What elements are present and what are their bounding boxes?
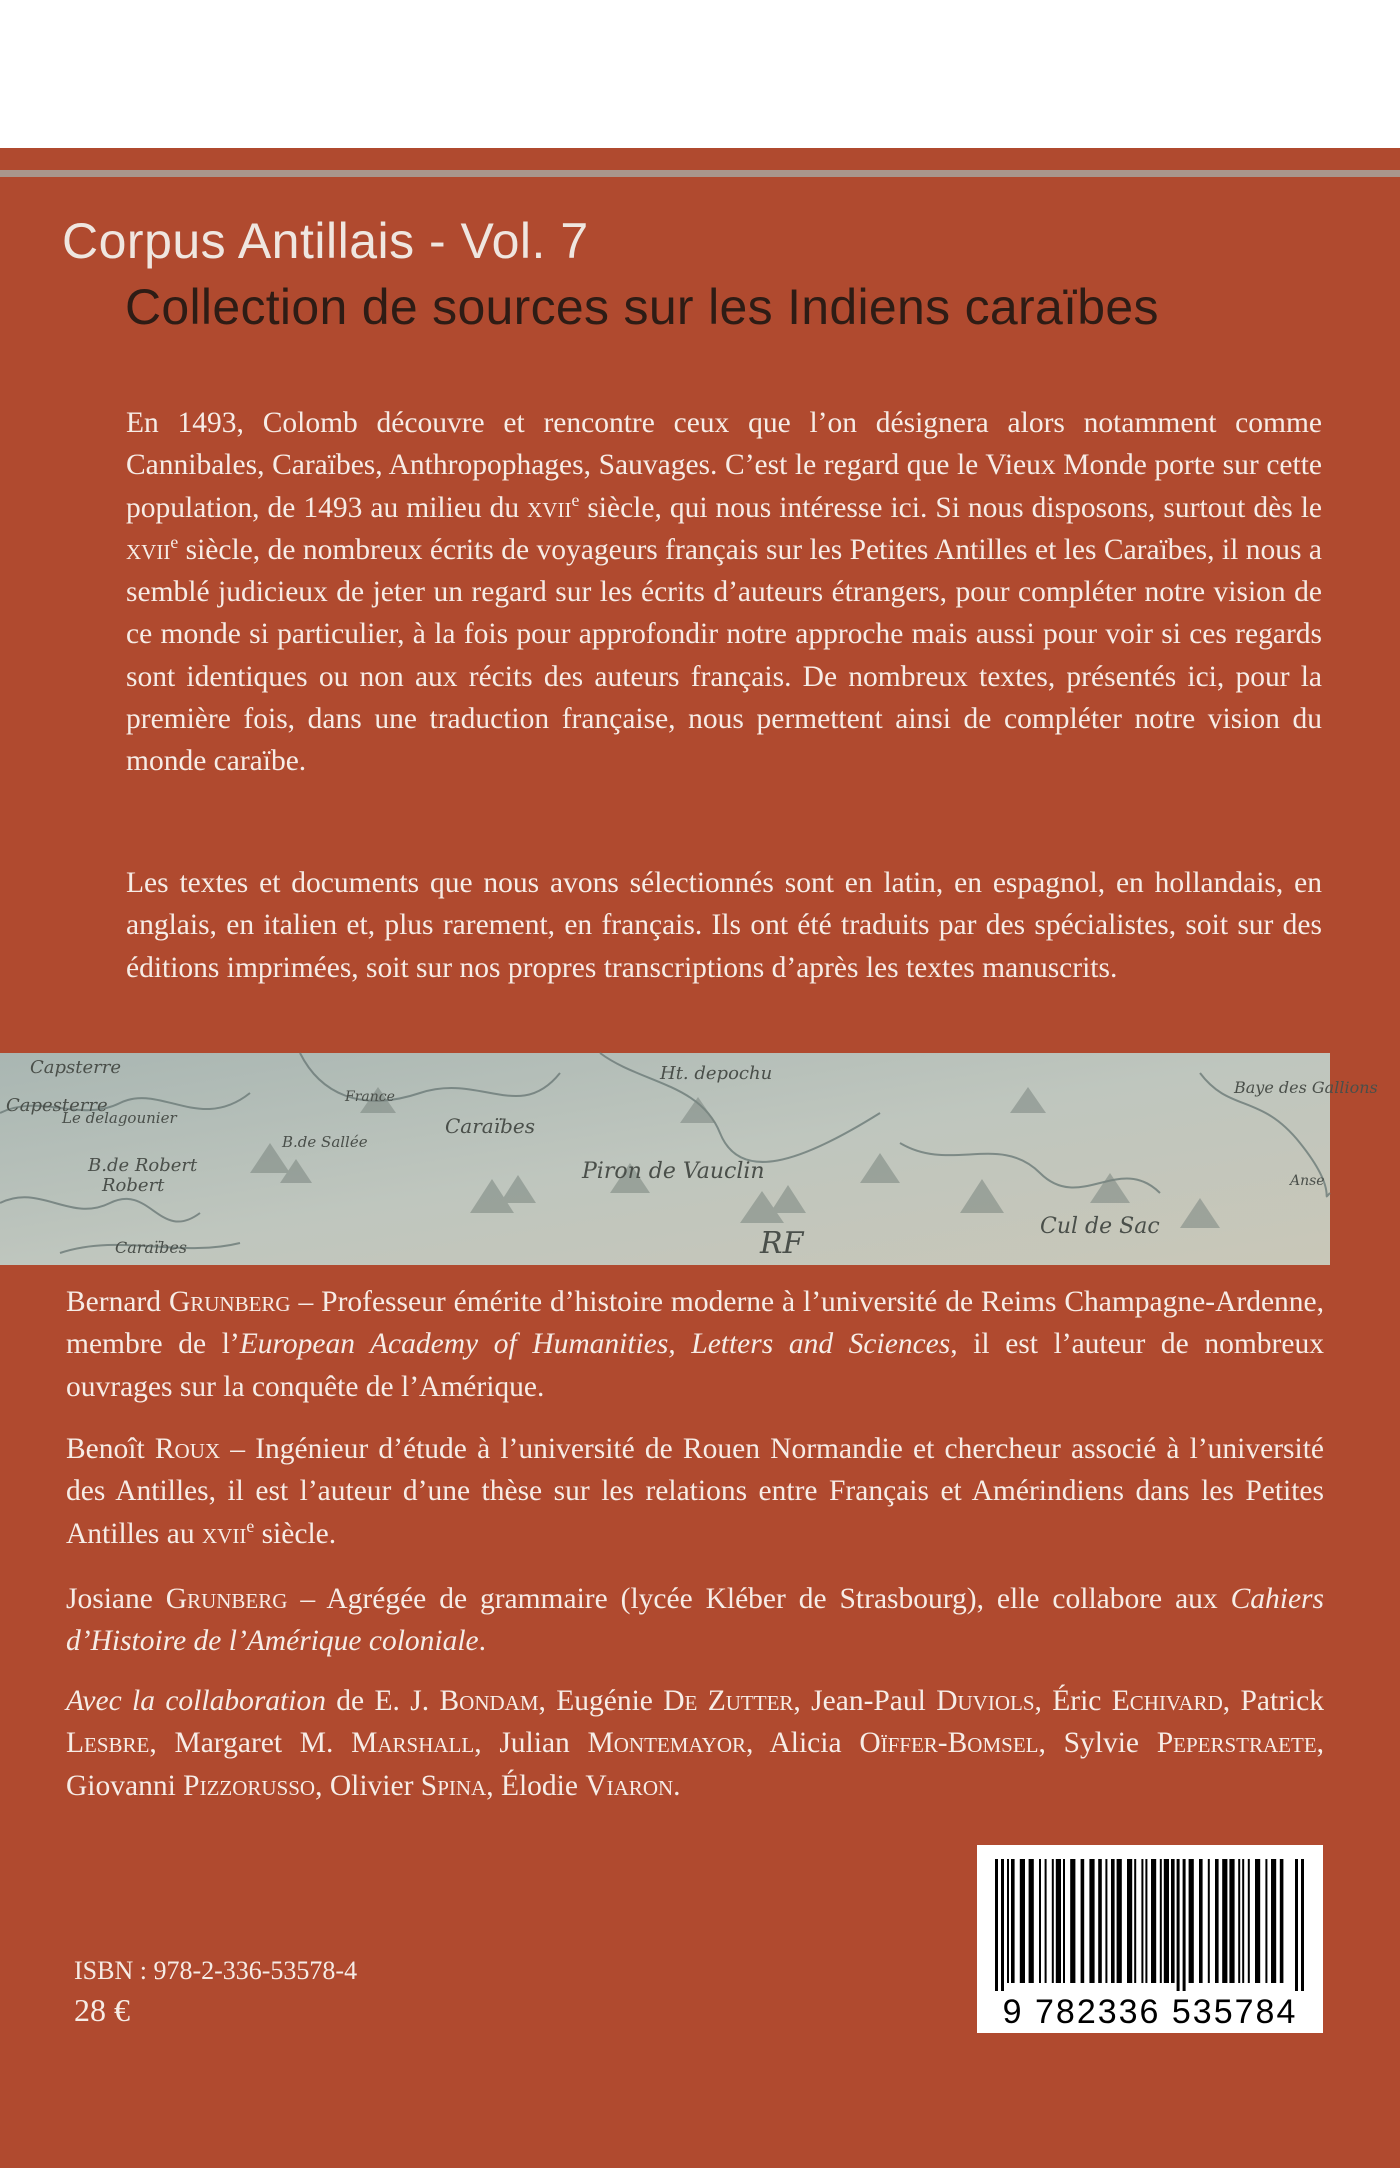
map-label: France xyxy=(345,1089,395,1105)
collaborator: Giovanni Pizzorusso xyxy=(66,1769,316,1802)
barcode-bar xyxy=(1029,1859,1034,1983)
barcode-bar xyxy=(1134,1859,1136,1983)
collaborator: Éric Echivard xyxy=(1052,1685,1223,1717)
collaborator: Julian Montemayor xyxy=(499,1727,746,1760)
map-label: Caraïbes xyxy=(445,1114,536,1138)
summary-paragraph-2: Les textes et documents que nous avons sélectionnés sont en latin, en espagnol, en hollandais, en anglais, en italien et, plus rarement, en français. Ils ont été traduits par des spécialistes, soit sur des éditions imprimées, soit sur nos propres transcriptions d’après les textes manuscrits. xyxy=(126,867,1322,984)
barcode-bar xyxy=(1127,1859,1132,1983)
collaborator: Sylvie Peperstraete xyxy=(1063,1727,1317,1760)
barcode-bar xyxy=(1295,1859,1298,1991)
barcode-bar xyxy=(1215,1859,1219,1983)
map-label: Le delagounier xyxy=(62,1109,177,1127)
barcode-bar xyxy=(1081,1859,1085,1983)
map-label: RF xyxy=(760,1226,804,1261)
map-label: Caraïbes xyxy=(115,1238,188,1257)
barcode-bar xyxy=(1229,1859,1234,1983)
barcode-bar xyxy=(1280,1859,1284,1983)
author-bio-benoit-roux: Benoît Roux – Ingénieur d’étude à l’université de Rouen Normandie et chercheur associé à l’université des Antilles, il est l’auteur d’une thèse sur les relations entre Français et Amérindiens dans les Petites Antilles au xvii$^e$ siècle. xyxy=(66,1433,1324,1550)
map-label: B.de Sallée xyxy=(282,1133,368,1151)
collaborator: Patrick Lesbre xyxy=(66,1685,1325,1760)
barcode-bar xyxy=(1039,1859,1041,1983)
barcode-bar xyxy=(1183,1859,1186,1991)
barcode-bar xyxy=(1199,1859,1203,1983)
collaborator: E. J. Bondam xyxy=(374,1685,539,1717)
map-label: Anse xyxy=(1290,1173,1325,1189)
map-label: Ht. depochu xyxy=(660,1063,773,1084)
barcode-bar xyxy=(1098,1859,1102,1983)
header-rule xyxy=(0,170,1400,177)
barcode-bar xyxy=(1111,1859,1115,1983)
collaborators-list: Avec la collaboration de E. J. Bondam, Eugénie De Zutter, Jean-Paul Duviols, Éric Echivard, Patrick Lesbre, Margaret M. Marshall, Julian Montemayor, Alicia Oïffer-Bomsel, Sylvie Peperstraete, Giovanni Pizzorusso, Olivier Spina, Élodie Viaron. xyxy=(66,1685,1325,1802)
barcode-bar xyxy=(1164,1859,1169,1983)
barcode-bar xyxy=(1177,1859,1180,1991)
barcode-bar xyxy=(1301,1859,1304,1991)
barcode-bar xyxy=(1271,1859,1276,1983)
barcode-bar xyxy=(1141,1859,1143,1983)
collaborator: Olivier Spina xyxy=(329,1769,487,1802)
map-label: Piron de Vauclin xyxy=(582,1159,765,1184)
barcode-bar xyxy=(995,1859,998,1991)
top-white-band xyxy=(0,0,1400,148)
barcode-bar xyxy=(1089,1859,1094,1983)
barcode-bar xyxy=(1056,1859,1061,1983)
collaborator: Élodie Viaron xyxy=(500,1769,674,1802)
barcode-bar xyxy=(1160,1859,1162,1983)
barcode-bar xyxy=(1020,1859,1025,1983)
map-illustration xyxy=(0,1053,1378,1265)
barcode-bar xyxy=(1052,1859,1054,1983)
barcode-bar xyxy=(1242,1859,1244,1983)
barcode-bar xyxy=(1001,1859,1004,1991)
map-label: Baye des Gallions xyxy=(1234,1078,1378,1097)
barcode-bar xyxy=(1248,1859,1250,1983)
barcode-bar xyxy=(1265,1859,1267,1983)
collaborator: Margaret M. Marshall xyxy=(174,1727,475,1760)
series-title: Corpus Antillais - Vol. 7 xyxy=(62,213,589,269)
antique-map-strip xyxy=(0,1053,1378,1265)
map-label: Capesterre xyxy=(6,1095,108,1116)
barcode-bar xyxy=(1171,1859,1175,1983)
map-label: Capsterre xyxy=(30,1057,122,1078)
barcode-bar xyxy=(1208,1859,1210,1983)
isbn-barcode xyxy=(977,1845,1323,2033)
collaborator: Eugénie De Zutter xyxy=(556,1685,794,1717)
barcode-bar xyxy=(1222,1859,1227,1983)
barcode-bar xyxy=(1255,1859,1260,1983)
barcode-number: 9 782336 535784 xyxy=(1002,1993,1298,2031)
barcode-bar xyxy=(1145,1859,1147,1983)
barcode-bars xyxy=(991,1859,1309,1991)
map-label: Cul de Sac xyxy=(1040,1214,1160,1239)
author-bio-josiane-grunberg: Josiane Grunberg – Agrégée de grammaire (lycée Kléber de Strasbourg), elle collabore aux Cahiers d’Histoire de l’Amérique coloniale. xyxy=(66,1583,1325,1658)
barcode-bar xyxy=(1007,1859,1009,1983)
series-subtitle: Collection de sources sur les Indiens caraïbes xyxy=(125,279,1159,335)
barcode-bar xyxy=(1117,1859,1122,1983)
map-label: Robert xyxy=(102,1175,165,1196)
isbn-text: ISBN : 978-2-336-53578-4 xyxy=(74,1956,358,1985)
barcode-bar xyxy=(1105,1859,1107,1983)
barcode-bar xyxy=(1011,1859,1015,1983)
barcode-bar xyxy=(1238,1859,1240,1983)
barcode-bar xyxy=(1151,1859,1156,1983)
barcode-bar xyxy=(1063,1859,1065,1983)
author-bio-bernard-grunberg: Bernard Grunberg – Professeur émérite d’histoire moderne à l’université de Reims Champagne-Ardenne, membre de l’European Academy of Humanities, Letters and Sciences, il est l’auteur de nombreux ouvrages sur la conquête de l’Amérique. xyxy=(66,1286,1325,1403)
map-label: B.de Robert xyxy=(88,1155,198,1176)
barcode-bar xyxy=(1070,1859,1075,1983)
summary-paragraph-1: En 1493, Colomb découvre et rencontre ceux que l’on désignera alors notamment comme Cannibales, Caraïbes, Anthropophages, Sauvages. C’est le regard que le Vieux Monde porte sur cette population, de 1493 au milieu du xvii$^e$ siècle, qui nous intéresse ici. Si nous disposons, surtout dès le xvii$^e$ siècle, de nombreux écrits de voyageurs français sur les Petites Antilles et les Caraïbes, il nous a semblé judicieux de jeter un regard sur les écrits d’auteurs étrangers, pour compléter notre vision de ce monde si particulier, à la fois pour approfondir notre approche mais aussi pour voir si ces regards sont identiques ou non aux récits des auteurs français. De nombreux textes, présentés ici, pour la première fois, dans une traduction française, nous permettent ainsi de compléter notre vision du monde caraïbe. xyxy=(126,407,1322,778)
price-text: 28 € xyxy=(74,1992,130,2028)
collaborator: Alicia Oïffer-Bomsel xyxy=(769,1727,1039,1760)
barcode-bar xyxy=(1045,1859,1047,1983)
barcode-bar xyxy=(1189,1859,1194,1983)
collaborator: Jean-Paul Duviols xyxy=(811,1685,1035,1717)
